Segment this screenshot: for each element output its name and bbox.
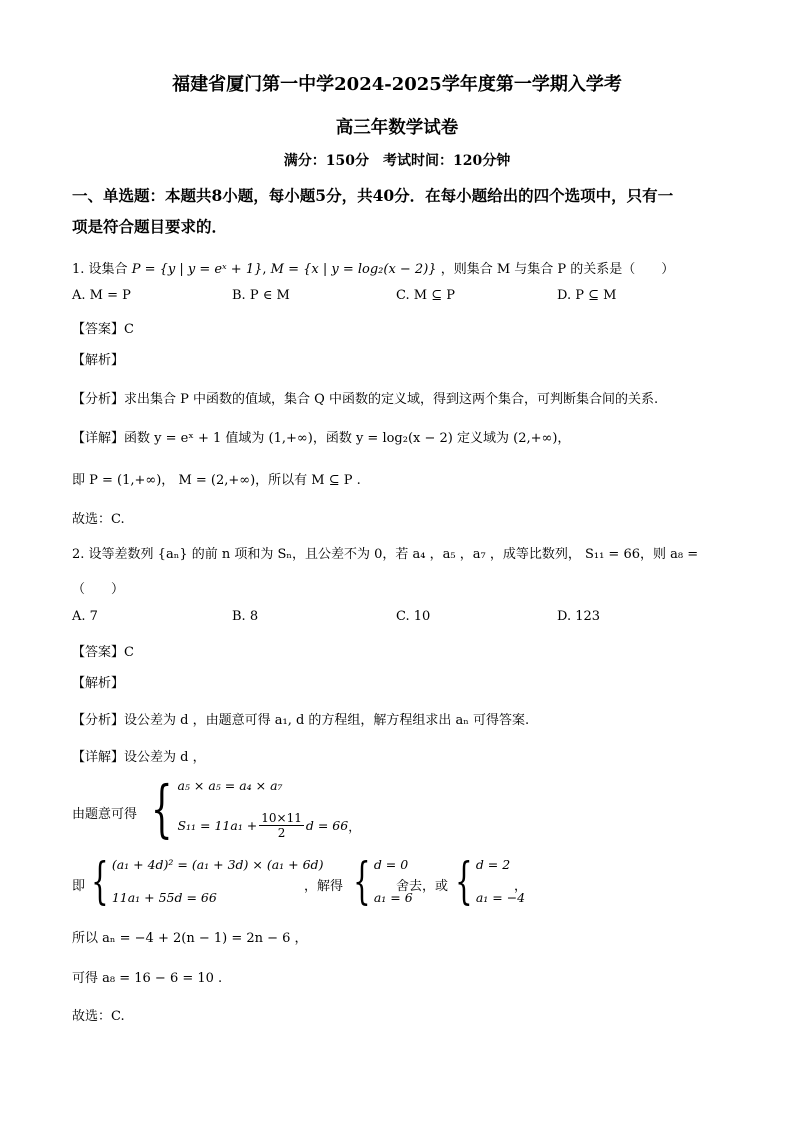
q1-fenxi	[72, 388, 658, 407]
detail-tag: 【详解】	[72, 750, 125, 765]
q1-set-m: M = {x | y = log₂(x − 2)}	[270, 262, 437, 277]
q2-detail-text: 设公差为 d ，	[124, 750, 206, 765]
left-brace: {	[455, 852, 473, 910]
exam-title: 福建省厦门第一中学2024-2025学年度第一学期入学考	[172, 74, 622, 95]
exam-info: 满分：150分 考试时间：120分钟	[283, 153, 511, 169]
choose-label: 故选：	[72, 512, 112, 527]
q1-stem: 1. 设集合 P = {y | y = eˣ + 1}, M = {x | y = log₂(x − 2)} ，则集合 M 与集合 P 的关系是（ ）	[72, 262, 675, 277]
q2-sys3-row1: d = 0	[373, 857, 409, 872]
q2-answer-value: C	[124, 645, 134, 660]
q2-option-d: D. 123	[557, 609, 601, 624]
q2-get: 可得 a₈ = 16 − 6 = 10 .	[72, 971, 223, 986]
q2-option-b: B. 8	[232, 609, 259, 624]
q2-system-1	[142, 772, 361, 845]
q2-option-c: C. 10	[396, 609, 431, 624]
q2-stem: 2. 设等差数列 {aₙ} 的前 n 项和为 Sₙ，且公差不为 0，若 a₄ ，a₅ ，a₇ ，成等比数列， S₁₁ = 66，则 a₈ =	[72, 547, 699, 562]
q2-sys4-row1: d = 2	[475, 857, 511, 872]
left-brace: {	[91, 852, 109, 910]
q1-answer	[72, 318, 134, 337]
q2-sys4-row2: a₁ = −4	[475, 890, 526, 905]
left-brace: {	[150, 772, 173, 845]
q2-sys1-tail: ，	[348, 818, 361, 834]
answer-tag: 【答案】	[72, 645, 125, 660]
q2-solve: ，解得	[304, 879, 344, 894]
q2-so: 所以 aₙ = −4 + 2(n − 1) = 2n − 6 ，	[72, 931, 308, 946]
choose-label: 故选：	[72, 1009, 112, 1024]
fraction-numerator: 10×11	[261, 811, 302, 825]
q2-from-problem: 由题意可得	[72, 807, 138, 822]
q2-detail	[72, 746, 206, 765]
q1-option-b: B. P ∈ M	[232, 288, 290, 303]
q2-answer	[72, 641, 134, 660]
section-heading-line2: 项是符合题目要求的．	[72, 217, 228, 236]
q2-sys1-row2-left: S₁₁ = 11a₁ +	[177, 818, 258, 833]
q2-option-a: A. 7	[72, 609, 98, 624]
q1-detail	[72, 427, 570, 446]
fraction-denominator: 2	[277, 826, 286, 840]
q2-sys2-row2: 11a₁ + 55d = 66	[111, 890, 217, 905]
q2-ji: 即	[72, 879, 86, 894]
q2-sys1-row1: a₅ × a₅ = a₄ × a₇	[177, 778, 283, 793]
q1-fenxi-text: 求出集合 P 中函数的值域，集合 Q 中函数的定义域，得到这两个集合，可判断集合间的关系.	[124, 392, 659, 407]
q2-choice	[72, 1005, 125, 1024]
q1-set-p: P = {y | y = eˣ + 1}	[131, 262, 263, 277]
q1-choice-value: C.	[111, 512, 125, 527]
q2-choice-value: C.	[111, 1009, 125, 1024]
q2-sys2-row1: (a₁ + 4d)² = (a₁ + 3d) × (a₁ + 6d)	[111, 857, 324, 872]
detail-tag: 【详解】	[72, 431, 125, 446]
q1-answer-value: C	[124, 322, 134, 337]
q1-detail-text: 函数 y = eˣ + 1 值域为 (1,+∞)，函数 y = log₂(x − 2) 定义域为 (2,+∞)，	[124, 431, 571, 446]
q1-option-c: C. M ⊆ P	[396, 288, 455, 303]
q1-analysis-tag: 【解析】	[72, 353, 125, 368]
q2-stem-line2: （ ）	[72, 582, 125, 597]
fenxi-tag: 【分析】	[72, 392, 125, 407]
q2-sys4-tail: ，	[514, 879, 528, 894]
q2-sys1-row2	[177, 811, 360, 840]
q2-fenxi	[72, 709, 529, 728]
q1-choice	[72, 508, 125, 527]
q1-stem-end: ，则集合 M 与集合 P 的关系是（ ）	[440, 262, 675, 277]
fraction	[259, 811, 304, 840]
left-brace: {	[353, 852, 371, 910]
answer-tag: 【答案】	[72, 322, 125, 337]
q2-fenxi-text: 设公差为 d ，由题意可得 a₁, d 的方程组，解方程组求出 aₙ 可得答案.	[124, 713, 530, 728]
q2-sys1-row2-right: d = 66	[305, 818, 349, 833]
q1-option-a: A. M = P	[72, 288, 131, 303]
q2-sys3-row2: a₁ = 6	[373, 890, 413, 905]
exam-subtitle: 高三年数学试卷	[335, 118, 459, 138]
q2-discard: 舍去，或	[396, 879, 449, 894]
q1-option-d: D. P ⊆ M	[557, 288, 617, 303]
q2-analysis-tag: 【解析】	[72, 676, 125, 691]
q1-detail-line2: 即 P = (1,+∞)， M = (2,+∞)，所以有 M ⊆ P .	[72, 473, 361, 488]
q1-number: 1. 设集合	[72, 262, 128, 277]
fenxi-tag: 【分析】	[72, 713, 125, 728]
section-heading-line1: 一、单选题：本题共8小题，每小题5分，共40分．在每小题给出的四个选项中，只有一	[72, 186, 674, 205]
